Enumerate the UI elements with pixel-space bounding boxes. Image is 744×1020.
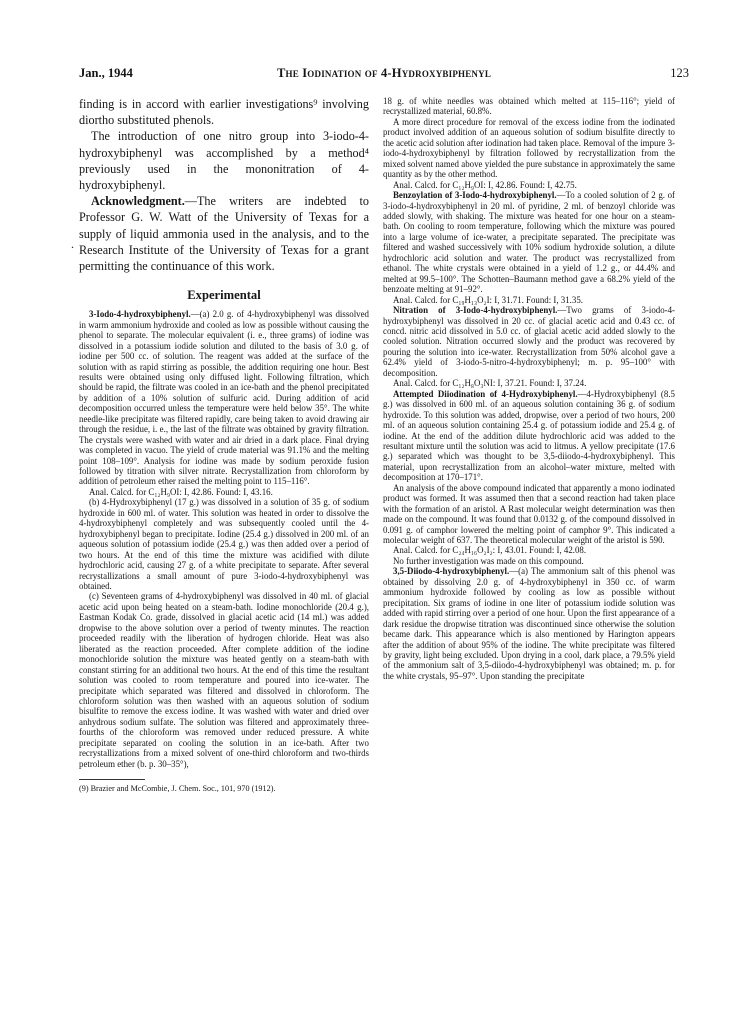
running-header xyxy=(79,66,689,82)
acknowledgment-label: Acknowledgment. xyxy=(91,194,185,209)
margin-mark: . xyxy=(71,237,74,251)
procedure-a-paragraph xyxy=(79,309,369,487)
nitration-paragraph xyxy=(383,305,675,378)
diiodination-head: Attempted Diiodination of 4-Hydroxybiphenyl. xyxy=(393,388,578,399)
continuation-paragraph: 18 g. of white needles was obtained which melted at 115–116°; yield of recrystallized material, 60.8%. xyxy=(383,96,675,117)
nitration-text: —Two grams of 3-iodo-4-hydroxybiphenyl was dissolved in 20 cc. of glacial acetic acid and 0.43 cc. of concd. nitric acid dissolved in 5.0 cc. of glacial acetic acid added slowly to the cooled solution. Nitration occurred slowly and the product was recovered by pouring the solution into ice-water. Recrystallization from 50% alcohol gave a 62.4% yield of 3-iodo-5-nitro-4-hydroxybiphenyl; m. p. 95–100° with decomposition. xyxy=(383,305,675,378)
benzoylation-paragraph xyxy=(383,190,675,295)
diiodo-head: 3,5-Diiodo-4-hydroxybiphenyl. xyxy=(393,566,510,577)
diiodo-paragraph xyxy=(383,566,675,681)
procedure-c-paragraph: (c) Seventeen grams of 4-hydroxybiphenyl was dissolved in 40 ml. of glacial acetic acid upon being heated on a steam-bath. Iodine monochloride (20.4 g.), Eastman Kodak Co. grade, dissolved in glacial acetic acid (14 ml.) was added dropwise to the above solution over a period of twenty minutes. The reaction proceeded readily with the liberation of hydrogen chloride. Heat was also liberated as the reaction proceeded. After complete addition of the iodine monochloride solution the mixture was heated gently on a steam-bath with constant stirring for an additional two hours. At the end of this time the resultant solution was cooled to room temperature and poured into ice-water. The precipitate which separated was filtered and dissolved in chloroform. The chloroform solution was then washed with an aqueous solution of sodium bisulfite to remove the excess iodine. It was washed with water and dried over anhydrous sodium sulfate. The solution was filtered and approximately three-fourths of the chloroform was removed under reduced pressure. A white precipitate separated on cooling the solution in an ice-bath. After two recrystallizations from a mixed solvent of one-third chloroform and two-thirds petroleum ether (b. p. 30–35°), xyxy=(79,591,369,769)
analysis-line-2: Anal. Calcd. for C₁₂H₉OI: I, 42.86. Found: I, 42.75. xyxy=(393,179,577,190)
right-column xyxy=(383,96,675,681)
analysis-line-4: Anal. Calcd. for C₁₂H₈O₃NI: I, 37.21. Found: I, 37.24. xyxy=(393,378,587,389)
procedure-b-paragraph: (b) 4-Hydroxybiphenyl (17 g.) was dissolved in a solution of 35 g. of sodium hydroxide in 600 ml. of water. This solution was heated in order to dissolve the 4-hydroxybiphenyl completely and was subsequently cooled until the 4-hydroxybiphenyl began to precipitate. Iodine (25.4 g.) dissolved in 200 ml. of an aqueous solution of potassium iodide (25.4 g.) was then added over a period of two hours. At the end of this time the mixture was acidified with dilute hydrochloric acid, causing 27 g. of a white precipitate to separate. After several recrystallizations a small amount of pure 3-iodo-4-hydroxybiphenyl was obtained. xyxy=(79,497,369,592)
analysis-line-3: Anal. Calcd. for C₁₉H₁₃O₂I: I, 31.71. Found: I, 31.35. xyxy=(393,294,583,305)
analysis-line-1: Anal. Calcd. for C₁₂H₉OI: I, 42.86. Found: I, 43.16. xyxy=(89,486,273,497)
issue-date: Jan., 1944 xyxy=(79,66,133,80)
diiodination-paragraph xyxy=(383,389,675,483)
benzoylation-head: Benzoylation of 3-Iodo-4-hydroxybiphenyl. xyxy=(393,190,557,201)
acknowledgment-text: —The writers are indebted to Professor G. W. Watt of the University of Texas for a supply of liquid ammonia used in the analysis, and to the Research Institute of the University of Texas for a grant permitting the continuance of this work. xyxy=(79,194,369,274)
procedure-a-text: —(a) 2.0 g. of 4-hydroxybiphenyl was dissolved in warm ammonium hydroxide and cooled as low as possible without causing the phenol to separate. The molecular equivalent (i. e., three grams) of iodine was dissolved in a potassium iodide solution and diluted to the basis of 3.0 g. of iodine per 500 cc. of solution. The reagent was added at the surface of the solution with as rapid stirring as possible, the addition requiring one hour. Best results were obtained using only diffused light. Following filtration, which should be rapid, the filtrate was cooled in an ice-bath and the phenol precipitated by addition of a 10% solution of sulfuric acid. During addition of acid decomposition occurred unless the temperature were held below 35°. The white needle-like precipitate was filtered rapidly, care being taken to avoid drawing air through the residue, i. e., the last of the filtrate was obtained by gravity filtration. The crystals were washed with water and air dried in a dark place. Final drying was completed in vacuo. The yield of crude material was 91.1% and the melting point 108–109°. Analysis for iodine was made by sodium peroxide fusion followed by titration with silver nitrate. Recrystallization from chloroform by addition of petroleum ether raised the melting point to 115–116°. xyxy=(79,309,369,487)
rast-analysis-paragraph: An analysis of the above compound indicated that apparently a mono iodinated product was formed. It was assumed then that a second reaction had taken place with the formation of an aristol. A Rast molecular weight determination was then made on the compound. It was found that 0.0132 g. of the compound dissolved in 0.091 g. of camphor lowered the melting point of camphor 9°. This indicated a molecular weight of 637. The theoretical molecular weight of the aristol is 590. xyxy=(383,482,675,546)
analysis-line-5: Anal. Calcd. for C₂₄H₁₆O₂I₂: I, 43.01. Found: I, 42.08. xyxy=(393,545,587,556)
footnote-9: (9) Brazier and McCombie, J. Chem. Soc., 101, 970 (1912). xyxy=(79,784,276,794)
nitration-head: Nitration of 3-Iodo-4-hydroxybiphenyl. xyxy=(393,305,558,316)
no-further-paragraph: No further investigation was made on this compound. xyxy=(393,555,584,566)
left-column xyxy=(79,96,369,794)
procedure-a-head: 3-Iodo-4-hydroxybiphenyl. xyxy=(89,309,191,320)
diiodination-text: —4-Hydroxybiphenyl (8.5 g.) was dissolved in 600 ml. of an aqueous solution containing 36 g. of sodium hydroxide. To this solution was added, dropwise, over a period of two hours, 200 ml. of an aqueous solution containing 25.4 g. of potassium iodide and 25.4 g. of iodine. At the end of the addition dilute hydrochloric acid was added to the resultant mixture until the solution was acid to litmus. A yellow precipitate (17.6 g.) separated which was thought to be 3,5-diiodo-4-hydroxybiphenyl. This material, upon recrystallization from an alcohol–water mixture, melted with decomposition at 170–171°. xyxy=(383,388,675,483)
running-title: The Iodination of 4-Hydroxybiphenyl xyxy=(276,66,492,80)
benzoylation-text: —To a cooled solution of 2 g. of 3-iodo-4-hydroxybiphenyl in 20 ml. of pyridine, 2 ml. of benzoyl chloride was added slowly, with shaking. The mixture was heated for one hour on a steam-bath. On cooling to room temperature, following which the mixture was poured into a large volume of ice-water, a precipitate separated. The precipitate was filtered and washed successively with 10% sodium hydroxide solution, a dilute hydrochloric acid solution and water. The product was recrystallized from ethanol. The white crystals were obtained in a yield of 1.2 g., or 44.4% and melted at 99.5–100°. The Schotten–Baumann method gave a 68.2% yield of the benzoate melting at 91–92°. xyxy=(383,190,675,295)
intro-paragraph-2: The introduction of one nitro group into 3-iodo-4-hydroxybiphenyl was accomplished by a method⁴ previously used in the mononitration of 4-hydroxybiphenyl. xyxy=(79,129,369,193)
acknowledgment-paragraph xyxy=(79,193,369,274)
direct-procedure-paragraph: A more direct procedure for removal of the excess iodine from the iodinated product involved addition of an aqueous solution of sodium bisulfite directly to the acetic acid solution after iodination had taken place. Removal of the impure 3-iodo-4-hydroxybiphenyl by filtration followed by recrystallization from the mixed solvent named above yielded the pure substance in approximately the same quantity as by the other method. xyxy=(383,116,675,180)
page-number: 123 xyxy=(670,66,689,80)
footnote-divider xyxy=(79,779,145,780)
diiodo-text: —(a) The ammonium salt of this phenol was obtained by dissolving 2.0 g. of 4-hydroxybiphenyl in 350 cc. of warm ammonium hydroxide followed by cooling as low as possible without precipitation. Six grams of iodine in one liter of potassium iodide solution was added with rapid stirring over a period of one hour. Upon the first appearance of a dark residue the dropwise titration was discontinued since otherwise the solution became dark. This appearance which is also mentioned by Harington appears after the addition of about 95% of the iodine. The white precipitate was filtered by gravity, light being excluded. Upon drying in a cool, dark place, a 79.5% yield of the ammonium salt of 3,5-diiodo-4-hydroxybiphenyl was obtained; m. p. for the white crystals, 95–97°. Upon standing the precipitate xyxy=(383,566,675,681)
section-title-experimental: Experimental xyxy=(187,288,261,303)
intro-paragraph-1: finding is in accord with earlier investigations⁹ involving diortho substituted phenols. xyxy=(79,97,369,128)
